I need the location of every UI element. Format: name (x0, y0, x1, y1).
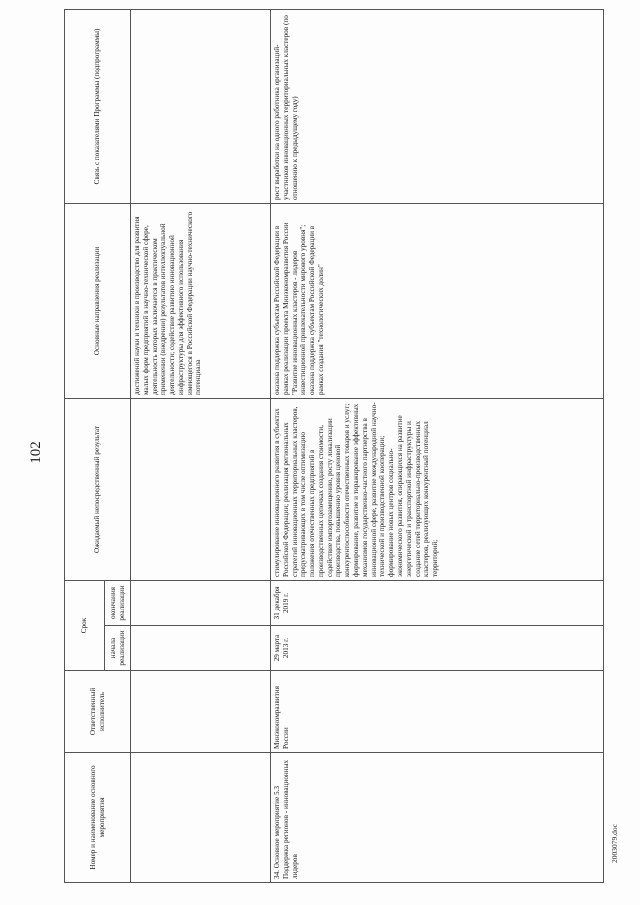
cell-term-start: 29 марта 2013 г. (271, 626, 604, 671)
cell-empty (131, 580, 271, 625)
cell-empty (131, 753, 271, 883)
measure-name: Основное мероприятие 5.3 Поддержка регионов - инновационных лидеров (273, 759, 299, 879)
cell-directions-continuation: достижений науки и техники в производство для развития малых форм предприятий в научно-технической сфере, деятельность которых заключается в практическом применении (внедрении) результатов интеллектуальной деятельности; содействие развитию инновационной инфраструктуры для эффективного использования имеющегося в Российской Федерации научно-технического потенциала (131, 203, 271, 398)
header-number-name: Номер и наименование основного мероприятия (65, 753, 131, 883)
cell-empty (131, 398, 271, 580)
page-number: 102 (28, 441, 44, 464)
header-term-end: окончания реализации (105, 580, 131, 625)
cell-directions: оказана поддержка субъектам Российской Федерации в рамках реализации проекта Минэкономразвития России "Развитие инновационных кластеров - лидеров инвестиционной привлекательности мирового уровня"; оказана поддержка субъектам Российской Федерации в рамках создания "технологических долин" (271, 203, 604, 398)
header-connection: Связь с показателями Программы (подпрограммы) (65, 9, 131, 203)
header-directions: Основные направления реализации (65, 203, 131, 398)
cell-responsible: Минэкономразвития России (271, 671, 604, 753)
measures-table (64, 9, 604, 883)
table-row-continuation (131, 9, 271, 882)
cell-number-name (271, 753, 604, 883)
table-row-34 (271, 9, 604, 882)
header-row (65, 9, 105, 882)
cell-connection: рост выработки на одного работника организаций-участников инновационных территориальных кластеров (по отношению к предыдущему году) (271, 9, 604, 203)
header-term-start: начала реализации (105, 626, 131, 671)
header-expected-result: Ожидаемый непосредственный результат (65, 398, 131, 580)
row-number: 34. (273, 870, 281, 879)
cell-empty (131, 671, 271, 753)
cell-expected-result: стимулирование инновационного развития в субъектах Российской Федерации; реализация региональных стратегий инновационных территориальных кластеров, предусматривающих в том числе оптимизацию положения отечественных предприятий в производственных цепочках создания стоимости, содействие импортозамещению, росту локализации производства, повышению уровня ценовой конкурентоспособности отечественных товаров и услуг; формирование, развитие и тиражирование эффективных механизмов государственно-частного партнерства в инновационной сфере, развитие международной научно-технической и производственной кооперации; формирование новых центров социально-экономического развития, опирающихся на развитие энергетической и транспортной инфраструктуры и создание сетей территориально-производственных кластеров, реализующих конкурентный потенциал территорий; (271, 398, 604, 580)
header-responsible: Ответственный исполнитель (65, 671, 131, 753)
cell-empty (131, 9, 271, 203)
cell-empty (131, 626, 271, 671)
footer-file-code: 2003079.doc (610, 824, 619, 863)
cell-term-end: 31 декабря 2019 г. (271, 580, 604, 625)
header-term: Срок (65, 580, 105, 670)
